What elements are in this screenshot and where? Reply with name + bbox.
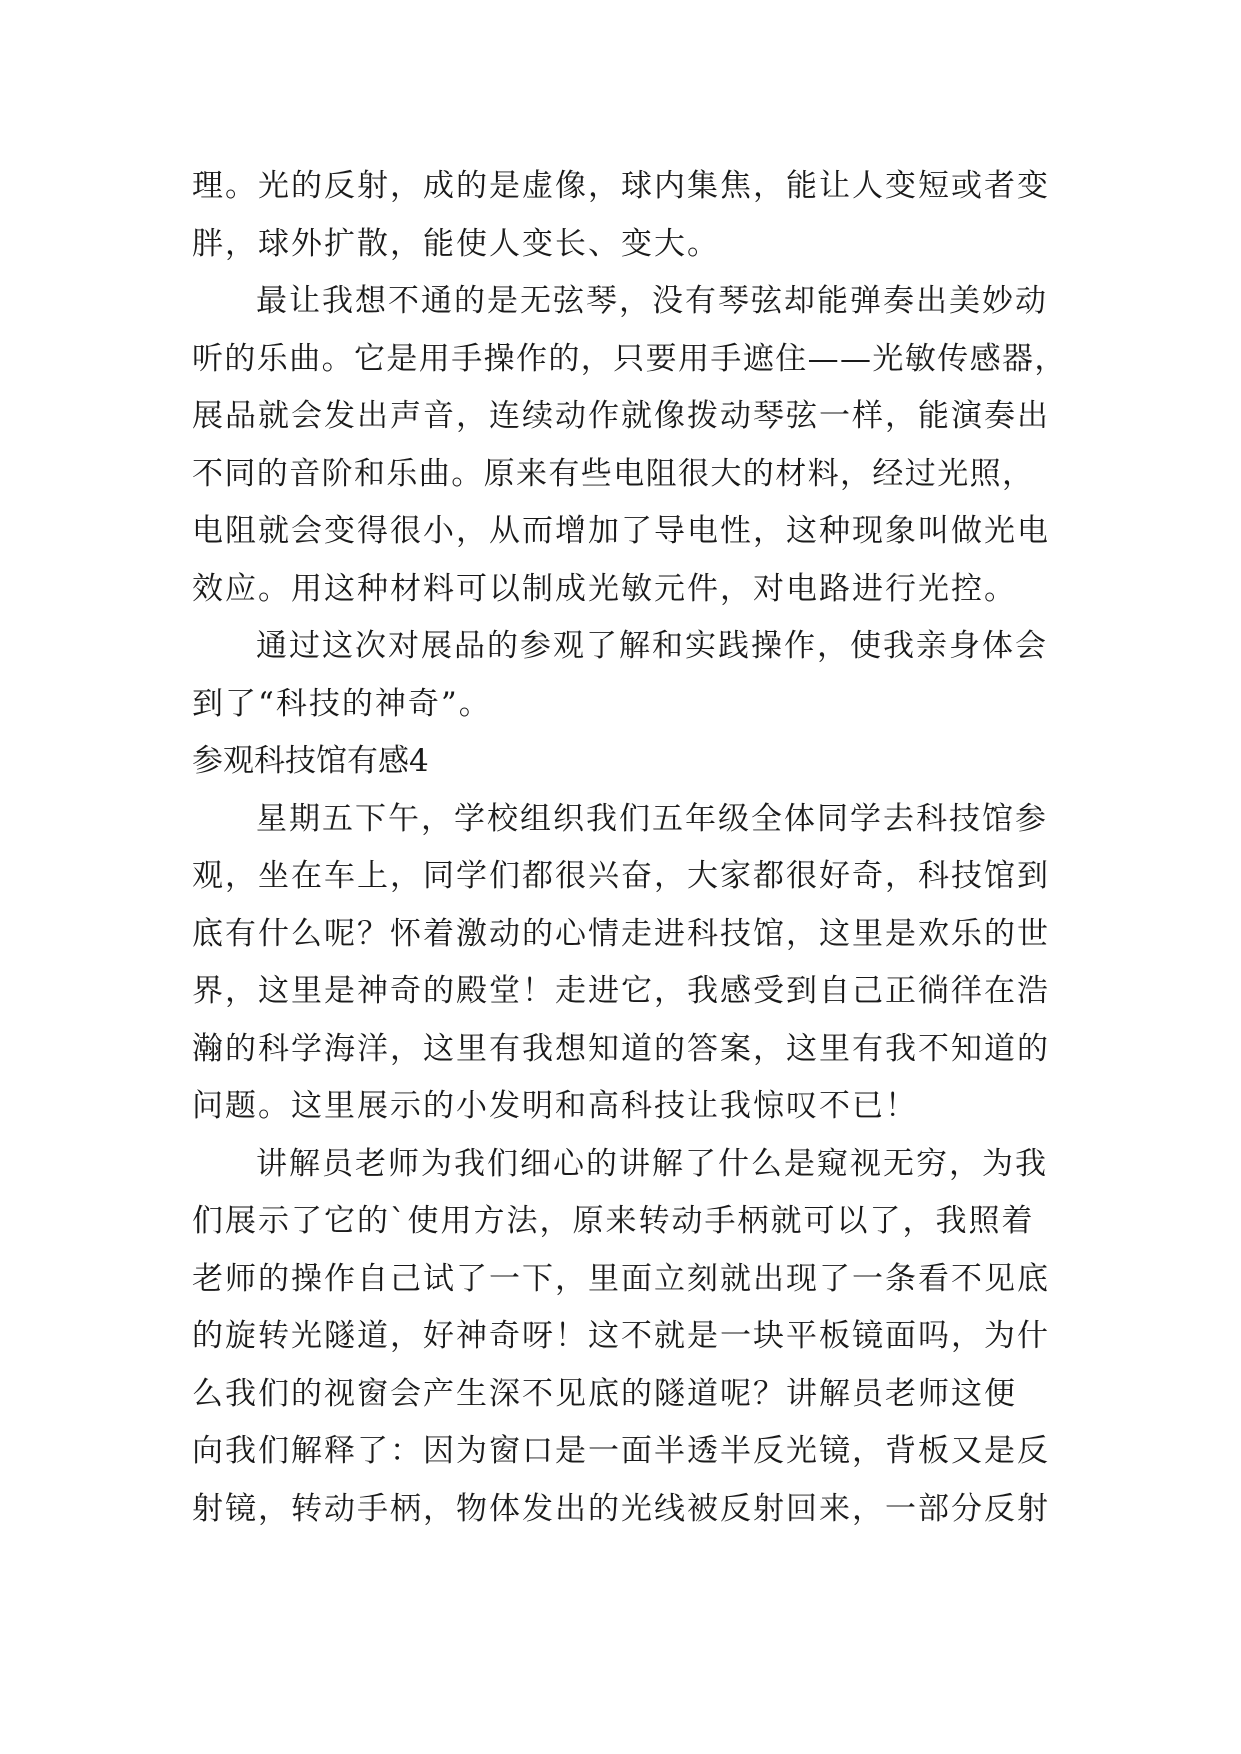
text-line: 射镜，转动手柄，物体发出的光线被反射回来，一部分反射 xyxy=(192,1490,1050,1527)
paragraph-first-line: 讲解员老师为我们细心的讲解了什么是窥视无穷，为我 xyxy=(256,1145,1048,1182)
text-line: 理。光的反射，成的是虚像，球内集焦，能让人变短或者变 xyxy=(192,168,1050,204)
text-line: 向我们解释了：因为窗口是一面半透半反光镜，背板又是反 xyxy=(192,1433,1050,1469)
text-line: 电阻就会变得很小，从而增加了导电性，这种现象叫做光电 xyxy=(192,513,1050,549)
text-line: 瀚的科学海洋，这里有我想知道的答案，这里有我不知道的 xyxy=(192,1030,1050,1067)
text-line: 老师的操作自己试了一下，里面立刻就出现了一条看不见底 xyxy=(192,1260,1050,1297)
text-line: 们展示了它的`使用方法，原来转动手柄就可以了，我照着 xyxy=(192,1203,1035,1239)
text-line: 展品就会发出声音，连续动作就像拨动琴弦一样，能演奏出 xyxy=(192,398,1050,434)
text-line: 问题。这里展示的小发明和高科技让我惊叹不已！ xyxy=(192,1088,918,1124)
text-line: 观，坐在车上，同学们都很兴奋，大家都很好奇，科技馆到 xyxy=(192,858,1050,894)
document-body xyxy=(192,158,1067,1538)
text-line: 界，这里是神奇的殿堂！走进它，我感受到自己正徜徉在浩 xyxy=(192,973,1050,1009)
paragraph-first-line: 星期五下午，学校组织我们五年级全体同学去科技馆参 xyxy=(256,800,1048,837)
text-line: 的旋转光隧道，好神奇呀！这不就是一块平板镜面吗，为什 xyxy=(192,1318,1050,1354)
section-heading: 参观科技馆有感4 xyxy=(192,743,429,779)
text-line: 底有什么呢？怀着激动的心情走进科技馆，这里是欢乐的世 xyxy=(192,915,1050,952)
text-line: 到了“科技的神奇”。 xyxy=(192,685,492,722)
text-line: 么我们的视窗会产生深不见底的隧道呢？讲解员老师这便 xyxy=(192,1375,1017,1412)
text-line: 效应。用这种材料可以制成光敏元件，对电路进行光控。 xyxy=(192,570,1017,607)
paragraph-first-line: 通过这次对展品的参观了解和实践操作，使我亲身体会 xyxy=(256,628,1048,664)
text-line: 胖，球外扩散，能使人变长、变大。 xyxy=(192,225,720,262)
paragraph-first-line: 最让我想不通的是无弦琴，没有琴弦却能弹奏出美妙动 xyxy=(256,283,1048,319)
text-line: 听的乐曲。它是用手操作的，只要用手遮住——光敏传感器， xyxy=(192,340,1067,377)
text-line: 不同的音阶和乐曲。原来有些电阻很大的材料，经过光照， xyxy=(192,455,1035,492)
